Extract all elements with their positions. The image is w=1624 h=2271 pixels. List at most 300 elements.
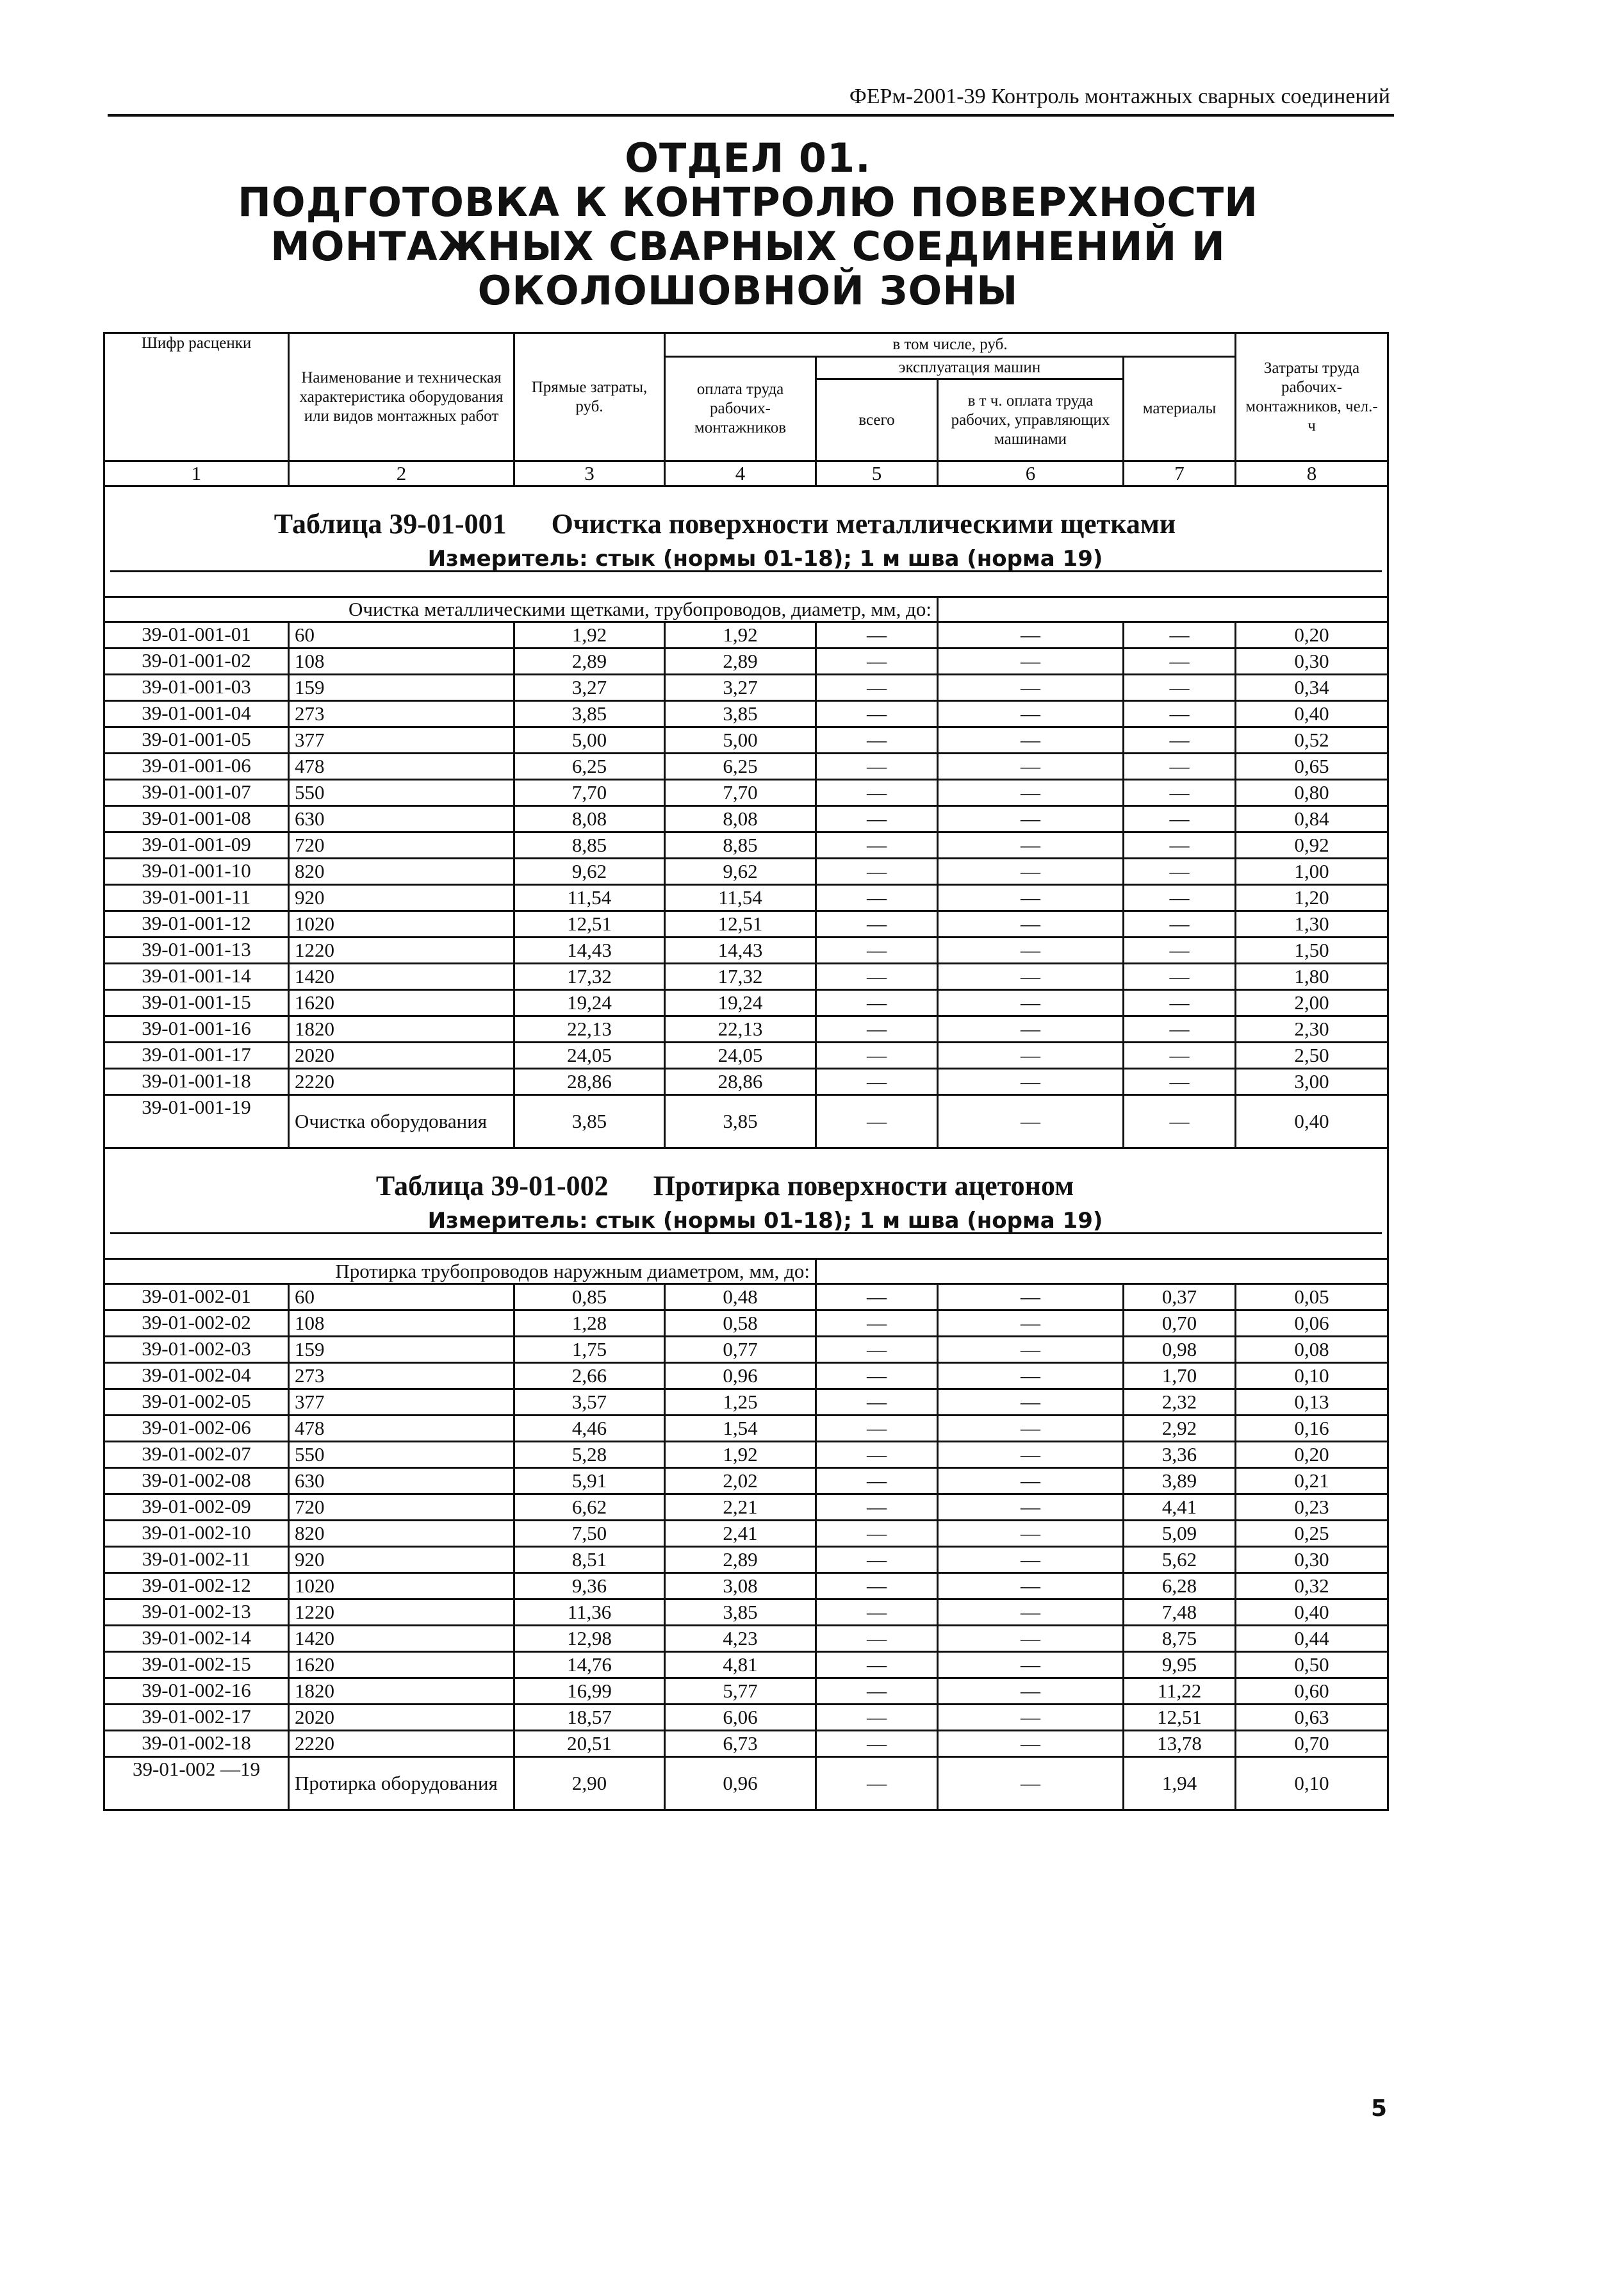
materials: 2,32 [1124, 1389, 1236, 1416]
machines-labor: — [938, 1416, 1124, 1442]
machines-total: — [816, 1043, 938, 1069]
machines-labor: — [938, 1043, 1124, 1069]
machines-labor: — [938, 1442, 1124, 1468]
table-section-heading [104, 486, 1388, 597]
rate-code: 39-01-002-02 [104, 1310, 289, 1337]
item-name: 1420 [289, 1626, 514, 1652]
machines-total: — [816, 1284, 938, 1310]
materials: — [1124, 990, 1236, 1016]
col-number: 5 [816, 461, 938, 486]
labor-hours: 0,13 [1236, 1389, 1388, 1416]
table-row [104, 1016, 1388, 1043]
table-row [104, 1573, 1388, 1599]
machines-labor: — [938, 1284, 1124, 1310]
direct-costs: 11,36 [514, 1599, 665, 1626]
machines-labor: — [938, 1095, 1124, 1148]
table-row [104, 1599, 1388, 1626]
rate-code: 39-01-001-08 [104, 806, 289, 832]
labor-hours: 0,80 [1236, 780, 1388, 806]
header-machines-labor: в т ч. оплата труда рабочих, управляющих машинами [938, 379, 1124, 461]
table-row [104, 1731, 1388, 1757]
materials: 3,89 [1124, 1468, 1236, 1494]
machines-labor: — [938, 911, 1124, 937]
machines-total: — [816, 1310, 938, 1337]
direct-costs: 1,75 [514, 1337, 665, 1363]
rate-code: 39-01-002-06 [104, 1416, 289, 1442]
materials: — [1124, 648, 1236, 675]
materials: 7,48 [1124, 1599, 1236, 1626]
machines-total: — [816, 990, 938, 1016]
materials: — [1124, 780, 1236, 806]
table-row [104, 1626, 1388, 1652]
direct-costs: 3,85 [514, 1095, 665, 1148]
rate-code: 39-01-001-09 [104, 832, 289, 859]
machines-labor: — [938, 701, 1124, 727]
rate-code: 39-01-001-13 [104, 937, 289, 964]
rate-code: 39-01-002-14 [104, 1626, 289, 1652]
machines-total: — [816, 1573, 938, 1599]
title-line: ПОДГОТОВКА К КОНТРОЛЮ ПОВЕРХНОСТИ [237, 179, 1259, 226]
labor-hours: 0,20 [1236, 1442, 1388, 1468]
item-name: 550 [289, 1442, 514, 1468]
machines-labor: — [938, 1599, 1124, 1626]
materials: 5,62 [1124, 1547, 1236, 1573]
machines-labor: — [938, 832, 1124, 859]
table-row [104, 675, 1388, 701]
labor-hours: 0,52 [1236, 727, 1388, 754]
direct-costs: 7,50 [514, 1521, 665, 1547]
labor-pay: 1,92 [665, 622, 816, 648]
rate-code: 39-01-002-09 [104, 1494, 289, 1521]
rate-code: 39-01-001-17 [104, 1043, 289, 1069]
labor-pay: 1,54 [665, 1416, 816, 1442]
item-name: 1820 [289, 1016, 514, 1043]
machines-total: — [816, 911, 938, 937]
labor-hours: 0,50 [1236, 1652, 1388, 1678]
machines-labor: — [938, 1678, 1124, 1705]
direct-costs: 9,62 [514, 859, 665, 885]
table-row [104, 964, 1388, 990]
direct-costs: 8,08 [514, 806, 665, 832]
table-row [104, 1310, 1388, 1337]
item-name: 2020 [289, 1043, 514, 1069]
header-materials: материалы [1124, 357, 1236, 461]
labor-pay: 3,85 [665, 1095, 816, 1148]
labor-pay: 14,43 [665, 937, 816, 964]
rate-code: 39-01-001-11 [104, 885, 289, 911]
machines-labor: — [938, 859, 1124, 885]
table-row [104, 806, 1388, 832]
item-name: 550 [289, 780, 514, 806]
direct-costs: 24,05 [514, 1043, 665, 1069]
machines-total: — [816, 1416, 938, 1442]
materials: — [1124, 727, 1236, 754]
rate-code: 39-01-002-18 [104, 1731, 289, 1757]
table-row [104, 990, 1388, 1016]
item-name: 60 [289, 622, 514, 648]
machines-total: — [816, 832, 938, 859]
materials: 2,92 [1124, 1416, 1236, 1442]
direct-costs: 12,98 [514, 1626, 665, 1652]
col-number: 4 [665, 461, 816, 486]
direct-costs: 8,85 [514, 832, 665, 859]
item-name: Очистка оборудования [289, 1095, 514, 1148]
machines-labor: — [938, 1521, 1124, 1547]
direct-costs: 2,66 [514, 1363, 665, 1389]
labor-pay: 12,51 [665, 911, 816, 937]
item-name: 478 [289, 1416, 514, 1442]
materials: — [1124, 859, 1236, 885]
direct-costs: 28,86 [514, 1069, 665, 1095]
table-row [104, 1547, 1388, 1573]
machines-total: — [816, 1547, 938, 1573]
item-name: 1820 [289, 1678, 514, 1705]
table-row [104, 1652, 1388, 1678]
direct-costs: 17,32 [514, 964, 665, 990]
labor-pay: 5,00 [665, 727, 816, 754]
materials: 0,98 [1124, 1337, 1236, 1363]
materials: 8,75 [1124, 1626, 1236, 1652]
labor-pay: 0,58 [665, 1310, 816, 1337]
table-name: Протирка поверхности ацетоном [653, 1170, 1074, 1202]
item-name: 1420 [289, 964, 514, 990]
direct-costs: 6,62 [514, 1494, 665, 1521]
machines-total: — [816, 937, 938, 964]
table-row [104, 1069, 1388, 1095]
machines-total: — [816, 859, 938, 885]
direct-costs: 11,54 [514, 885, 665, 911]
labor-pay: 2,41 [665, 1521, 816, 1547]
direct-costs: 2,90 [514, 1757, 665, 1810]
labor-hours: 3,00 [1236, 1069, 1388, 1095]
machines-total: — [816, 701, 938, 727]
rate-code: 39-01-001-03 [104, 675, 289, 701]
labor-pay: 28,86 [665, 1069, 816, 1095]
item-name: 630 [289, 806, 514, 832]
labor-hours: 0,10 [1236, 1757, 1388, 1810]
rate-code: 39-01-002-11 [104, 1547, 289, 1573]
direct-costs: 5,91 [514, 1468, 665, 1494]
machines-total: — [816, 1337, 938, 1363]
table-measure: Измеритель: стык (нормы 01-18); 1 м шва (норма 19) [110, 547, 1382, 572]
table-row [104, 832, 1388, 859]
labor-hours: 1,20 [1236, 885, 1388, 911]
labor-pay: 0,96 [665, 1757, 816, 1810]
labor-pay: 1,25 [665, 1389, 816, 1416]
labor-pay: 1,92 [665, 1442, 816, 1468]
item-name: 2220 [289, 1069, 514, 1095]
direct-costs: 14,76 [514, 1652, 665, 1678]
machines-total: — [816, 1389, 938, 1416]
item-name: 1020 [289, 911, 514, 937]
item-name: 2220 [289, 1731, 514, 1757]
labor-hours: 0,40 [1236, 1095, 1388, 1148]
item-name: 478 [289, 754, 514, 780]
labor-pay: 0,96 [665, 1363, 816, 1389]
labor-pay: 3,08 [665, 1573, 816, 1599]
machines-labor: — [938, 1757, 1124, 1810]
table-subheader: Протирка трубопроводов наружным диаметром, мм, до: [104, 1259, 816, 1284]
labor-pay: 11,54 [665, 885, 816, 911]
item-name: 920 [289, 1547, 514, 1573]
table-row [104, 1705, 1388, 1731]
labor-pay: 4,23 [665, 1626, 816, 1652]
direct-costs: 6,25 [514, 754, 665, 780]
labor-pay: 6,25 [665, 754, 816, 780]
materials: — [1124, 964, 1236, 990]
col-number: 7 [1124, 461, 1236, 486]
direct-costs: 19,24 [514, 990, 665, 1016]
labor-hours: 0,21 [1236, 1468, 1388, 1494]
machines-total: — [816, 1731, 938, 1757]
labor-pay: 5,77 [665, 1678, 816, 1705]
direct-costs: 2,89 [514, 648, 665, 675]
direct-costs: 8,51 [514, 1547, 665, 1573]
title-line: ОКОЛОШОВНОЙ ЗОНЫ [477, 267, 1019, 314]
labor-hours: 0,40 [1236, 1599, 1388, 1626]
materials: — [1124, 622, 1236, 648]
materials: 12,51 [1124, 1705, 1236, 1731]
rate-code: 39-01-002-12 [104, 1573, 289, 1599]
direct-costs: 20,51 [514, 1731, 665, 1757]
table-section-row [104, 486, 1388, 597]
materials: — [1124, 1069, 1236, 1095]
item-name: 720 [289, 832, 514, 859]
machines-total: — [816, 780, 938, 806]
header-including: в том числе, руб. [665, 333, 1236, 357]
materials: 13,78 [1124, 1731, 1236, 1757]
machines-labor: — [938, 806, 1124, 832]
labor-hours: 0,23 [1236, 1494, 1388, 1521]
materials: 11,22 [1124, 1678, 1236, 1705]
labor-pay: 6,06 [665, 1705, 816, 1731]
item-name: 920 [289, 885, 514, 911]
labor-hours: 0,32 [1236, 1573, 1388, 1599]
labor-hours: 1,30 [1236, 911, 1388, 937]
direct-costs: 14,43 [514, 937, 665, 964]
table-section-heading [104, 1148, 1388, 1259]
machines-total: — [816, 1521, 938, 1547]
labor-hours: 0,40 [1236, 701, 1388, 727]
machines-total: — [816, 1626, 938, 1652]
item-name: 108 [289, 1310, 514, 1337]
item-name: 2020 [289, 1705, 514, 1731]
labor-hours: 0,92 [1236, 832, 1388, 859]
title-line: МОНТАЖНЫХ СВАРНЫХ СОЕДИНЕНИЙ И [270, 223, 1226, 270]
machines-total: — [816, 727, 938, 754]
materials: 9,95 [1124, 1652, 1236, 1678]
table-row [104, 937, 1388, 964]
machines-labor: — [938, 1363, 1124, 1389]
rate-code: 39-01-002-04 [104, 1363, 289, 1389]
machines-total: — [816, 1363, 938, 1389]
labor-pay: 8,85 [665, 832, 816, 859]
labor-hours: 0,20 [1236, 622, 1388, 648]
rate-code: 39-01-002-13 [104, 1599, 289, 1626]
table-number: Таблица 39-01-002 [375, 1170, 609, 1202]
machines-labor: — [938, 1310, 1124, 1337]
column-number-row [104, 461, 1388, 486]
machines-total: — [816, 1757, 938, 1810]
table-subheader: Очистка металлическими щетками, трубопроводов, диаметр, мм, до: [104, 597, 938, 622]
direct-costs: 22,13 [514, 1016, 665, 1043]
machines-labor: — [938, 1626, 1124, 1652]
rate-code: 39-01-002-03 [104, 1337, 289, 1363]
item-name: 108 [289, 648, 514, 675]
header-machines-total: всего [816, 379, 938, 461]
materials: 4,41 [1124, 1494, 1236, 1521]
direct-costs: 3,27 [514, 675, 665, 701]
machines-total: — [816, 648, 938, 675]
table-row [104, 885, 1388, 911]
item-name: Протирка оборудования [289, 1757, 514, 1810]
table-row [104, 1363, 1388, 1389]
machines-labor: — [938, 648, 1124, 675]
rate-code: 39-01-002-15 [104, 1652, 289, 1678]
table-row [104, 1521, 1388, 1547]
materials: 0,70 [1124, 1310, 1236, 1337]
labor-pay: 3,85 [665, 701, 816, 727]
item-name: 159 [289, 1337, 514, 1363]
direct-costs: 3,85 [514, 701, 665, 727]
norms-table [103, 332, 1389, 1811]
machines-total: — [816, 1468, 938, 1494]
table-name: Очистка поверхности металлическими щетками [551, 508, 1176, 540]
col-number: 6 [938, 461, 1124, 486]
table-row [104, 1678, 1388, 1705]
table-row [104, 1043, 1388, 1069]
item-name: 377 [289, 1389, 514, 1416]
rate-code: 39-01-002-05 [104, 1389, 289, 1416]
machines-labor: — [938, 1731, 1124, 1757]
col-number: 2 [289, 461, 514, 486]
header-direct-costs: Прямые затраты, руб. [514, 333, 665, 461]
machines-labor: — [938, 964, 1124, 990]
item-name: 1020 [289, 1573, 514, 1599]
machines-total: — [816, 1652, 938, 1678]
direct-costs: 16,99 [514, 1678, 665, 1705]
rate-code: 39-01-002-10 [104, 1521, 289, 1547]
labor-pay: 2,02 [665, 1468, 816, 1494]
table-subheader-row [104, 1259, 1388, 1284]
labor-pay: 22,13 [665, 1016, 816, 1043]
rate-code: 39-01-001-07 [104, 780, 289, 806]
labor-hours: 1,50 [1236, 937, 1388, 964]
rate-code: 39-01-002-16 [104, 1678, 289, 1705]
item-name: 1620 [289, 1652, 514, 1678]
machines-labor: — [938, 937, 1124, 964]
labor-pay: 2,21 [665, 1494, 816, 1521]
item-name: 1220 [289, 1599, 514, 1626]
header-rule [108, 114, 1394, 117]
table-row [104, 859, 1388, 885]
materials: 1,94 [1124, 1757, 1236, 1810]
rate-code: 39-01-002-01 [104, 1284, 289, 1310]
machines-labor: — [938, 885, 1124, 911]
labor-hours: 0,65 [1236, 754, 1388, 780]
machines-total: — [816, 806, 938, 832]
section-title [0, 136, 1496, 313]
table-row [104, 1337, 1388, 1363]
direct-costs: 5,00 [514, 727, 665, 754]
machines-total: — [816, 885, 938, 911]
rate-code: 39-01-001-06 [104, 754, 289, 780]
materials: 0,37 [1124, 1284, 1236, 1310]
item-name: 820 [289, 859, 514, 885]
materials: — [1124, 885, 1236, 911]
rate-code: 39-01-001-14 [104, 964, 289, 990]
rate-code: 39-01-001-18 [104, 1069, 289, 1095]
labor-pay: 6,73 [665, 1731, 816, 1757]
labor-pay: 8,08 [665, 806, 816, 832]
machines-labor: — [938, 990, 1124, 1016]
direct-costs: 1,92 [514, 622, 665, 648]
table-row [104, 1416, 1388, 1442]
item-name: 820 [289, 1521, 514, 1547]
header-machines: эксплуатация машин [816, 357, 1124, 379]
labor-pay: 2,89 [665, 1547, 816, 1573]
labor-pay: 3,27 [665, 675, 816, 701]
machines-total: — [816, 1494, 938, 1521]
labor-hours: 0,30 [1236, 1547, 1388, 1573]
direct-costs: 7,70 [514, 780, 665, 806]
machines-total: — [816, 1599, 938, 1626]
table-row [104, 1389, 1388, 1416]
materials: — [1124, 1043, 1236, 1069]
col-number: 3 [514, 461, 665, 486]
labor-hours: 0,08 [1236, 1337, 1388, 1363]
labor-hours: 0,34 [1236, 675, 1388, 701]
table-row [104, 754, 1388, 780]
labor-pay: 17,32 [665, 964, 816, 990]
labor-hours: 2,50 [1236, 1043, 1388, 1069]
machines-labor: — [938, 1705, 1124, 1731]
labor-hours: 0,05 [1236, 1284, 1388, 1310]
machines-total: — [816, 1442, 938, 1468]
header-labor-pay: оплата труда рабочих-монтажников [665, 357, 816, 461]
table-row [104, 622, 1388, 648]
labor-hours: 0,25 [1236, 1521, 1388, 1547]
materials: — [1124, 1016, 1236, 1043]
machines-total: — [816, 1678, 938, 1705]
materials: — [1124, 911, 1236, 937]
rate-code: 39-01-002-17 [104, 1705, 289, 1731]
machines-total: — [816, 675, 938, 701]
materials: — [1124, 832, 1236, 859]
machines-labor: — [938, 1016, 1124, 1043]
labor-pay: 7,70 [665, 780, 816, 806]
rate-code: 39-01-001-19 [104, 1095, 289, 1148]
labor-pay: 9,62 [665, 859, 816, 885]
labor-pay: 4,81 [665, 1652, 816, 1678]
item-name: 630 [289, 1468, 514, 1494]
rate-code: 39-01-001-16 [104, 1016, 289, 1043]
direct-costs: 3,57 [514, 1389, 665, 1416]
table-number: Таблица 39-01-001 [274, 508, 507, 540]
table-row [104, 727, 1388, 754]
labor-pay: 24,05 [665, 1043, 816, 1069]
labor-hours: 0,30 [1236, 648, 1388, 675]
machines-labor: — [938, 1337, 1124, 1363]
table-row [104, 1284, 1388, 1310]
materials: — [1124, 806, 1236, 832]
labor-pay: 0,48 [665, 1284, 816, 1310]
labor-pay: 2,89 [665, 648, 816, 675]
col-number: 1 [104, 461, 289, 486]
labor-pay: 3,85 [665, 1599, 816, 1626]
machines-labor: — [938, 622, 1124, 648]
materials: — [1124, 754, 1236, 780]
